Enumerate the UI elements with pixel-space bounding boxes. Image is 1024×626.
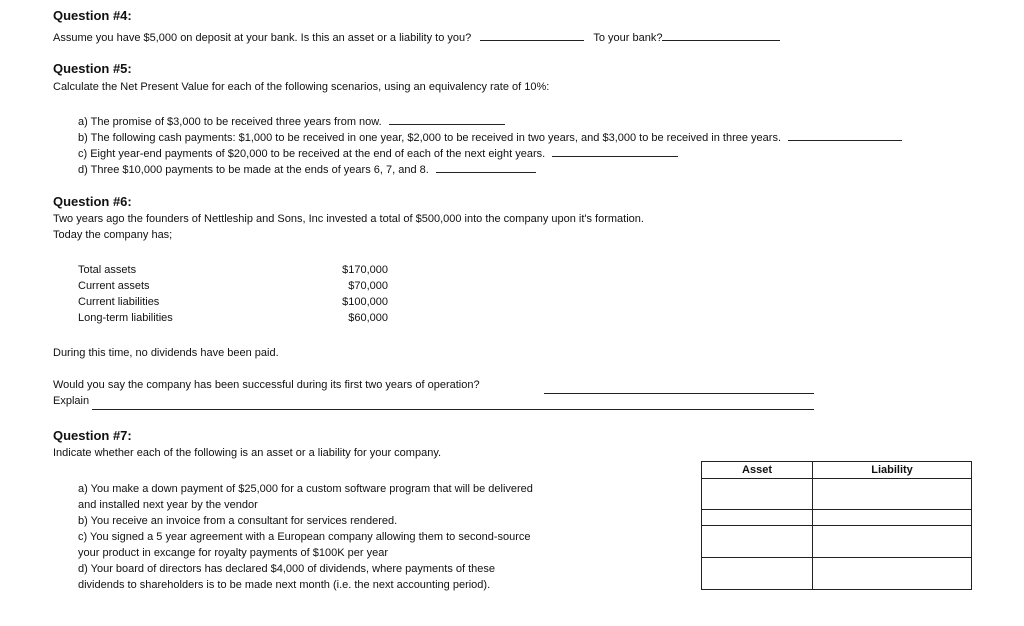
q5-item-b-blank[interactable] bbox=[788, 129, 902, 141]
q7-item-line: b) You receive an invoice from a consultant for services rendered. bbox=[78, 515, 398, 527]
q7-intro: Indicate whether each of the following is an asset or a liability for your company. bbox=[53, 447, 442, 459]
q6-line2: Today the company has; bbox=[53, 229, 173, 241]
financial-row bbox=[78, 310, 388, 326]
q7-item-line: and installed next year by the vendor bbox=[78, 499, 258, 511]
q5-item-a-blank[interactable] bbox=[389, 113, 505, 125]
answer-cell-asset-c[interactable] bbox=[702, 526, 813, 558]
q4-answer-blank-bank[interactable] bbox=[662, 29, 780, 41]
q5-item-a bbox=[78, 113, 505, 128]
q5-item-b bbox=[78, 129, 902, 144]
q5-item-a-text: a) The promise of $3,000 to be received three years from now. bbox=[78, 116, 382, 128]
answer-cell-asset-a[interactable] bbox=[702, 479, 813, 510]
financial-label: Current liabilities bbox=[78, 296, 160, 308]
q6-dividends: During this time, no dividends have been paid. bbox=[53, 347, 279, 359]
answer-cell-liability-d[interactable] bbox=[813, 558, 972, 590]
answer-cell-liability-a[interactable] bbox=[813, 479, 972, 510]
q5-item-d-text: d) Three $10,000 payments to be made at the ends of years 6, 7, and 8. bbox=[78, 164, 429, 176]
q4-question: Assume you have $5,000 on deposit at your bank. Is this an asset or a liability to you? bbox=[53, 32, 472, 44]
financial-value: $170,000 bbox=[342, 264, 388, 276]
financial-label: Long-term liabilities bbox=[78, 312, 173, 324]
financial-value: $70,000 bbox=[348, 280, 388, 292]
q7-answer-table bbox=[701, 461, 972, 590]
financial-row bbox=[78, 294, 388, 310]
q6-question: Would you say the company has been successful during its first two years of operation? bbox=[53, 379, 480, 391]
financial-value: $60,000 bbox=[348, 312, 388, 324]
q7-item-line: d) Your board of directors has declared $4,000 of dividends, where payments of these bbox=[78, 563, 496, 575]
q6-explain-line[interactable] bbox=[92, 409, 814, 410]
q7-items bbox=[78, 481, 533, 593]
q6-line1: Two years ago the founders of Nettleship and Sons, Inc invested a total of $500,000 into the company upon it's formation. bbox=[53, 213, 644, 225]
col-asset: Asset bbox=[702, 462, 813, 479]
q4-bank-label: To your bank? bbox=[593, 32, 663, 44]
q4-heading: Question #4: bbox=[53, 8, 132, 23]
financial-label: Total assets bbox=[78, 264, 137, 276]
financial-value: $100,000 bbox=[342, 296, 388, 308]
financial-row bbox=[78, 278, 388, 294]
financial-row bbox=[78, 262, 388, 278]
q5-item-d-blank[interactable] bbox=[436, 161, 536, 173]
q4-text bbox=[53, 29, 780, 44]
q6-answer-line[interactable] bbox=[544, 393, 814, 394]
answer-cell-asset-d[interactable] bbox=[702, 558, 813, 590]
q5-item-c-blank[interactable] bbox=[552, 145, 678, 157]
q4-answer-blank-you[interactable] bbox=[480, 29, 584, 41]
q5-item-c bbox=[78, 145, 678, 160]
q6-explain-label: Explain bbox=[53, 395, 90, 407]
q5-item-b-text: b) The following cash payments: $1,000 to be received in one year, $2,000 to be received in two years, and $3,000 to be received in three years. bbox=[78, 132, 782, 144]
q6-financials-table bbox=[78, 262, 388, 326]
answer-cell-liability-b[interactable] bbox=[813, 510, 972, 526]
answer-cell-asset-b[interactable] bbox=[702, 510, 813, 526]
q7-item-line: dividends to shareholders is to be made next month (i.e. the next accounting period). bbox=[78, 579, 491, 591]
q5-heading: Question #5: bbox=[53, 61, 132, 76]
q5-item-c-text: c) Eight year-end payments of $20,000 to be received at the end of each of the next eight years. bbox=[78, 148, 546, 160]
answer-cell-liability-c[interactable] bbox=[813, 526, 972, 558]
q6-heading: Question #6: bbox=[53, 194, 132, 209]
financial-label: Current assets bbox=[78, 280, 150, 292]
col-liability: Liability bbox=[813, 462, 972, 479]
q5-intro: Calculate the Net Present Value for each of the following scenarios, using an equivalency rate of 10%: bbox=[53, 81, 550, 93]
q7-item-line: c) You signed a 5 year agreement with a European company allowing them to second-source bbox=[78, 531, 531, 543]
q5-item-d bbox=[78, 161, 536, 176]
q7-heading: Question #7: bbox=[53, 428, 132, 443]
q7-item-line: a) You make a down payment of $25,000 for a custom software program that will be delivered bbox=[78, 483, 533, 495]
q7-item-line: your product in excange for royalty payments of $100K per year bbox=[78, 547, 389, 559]
